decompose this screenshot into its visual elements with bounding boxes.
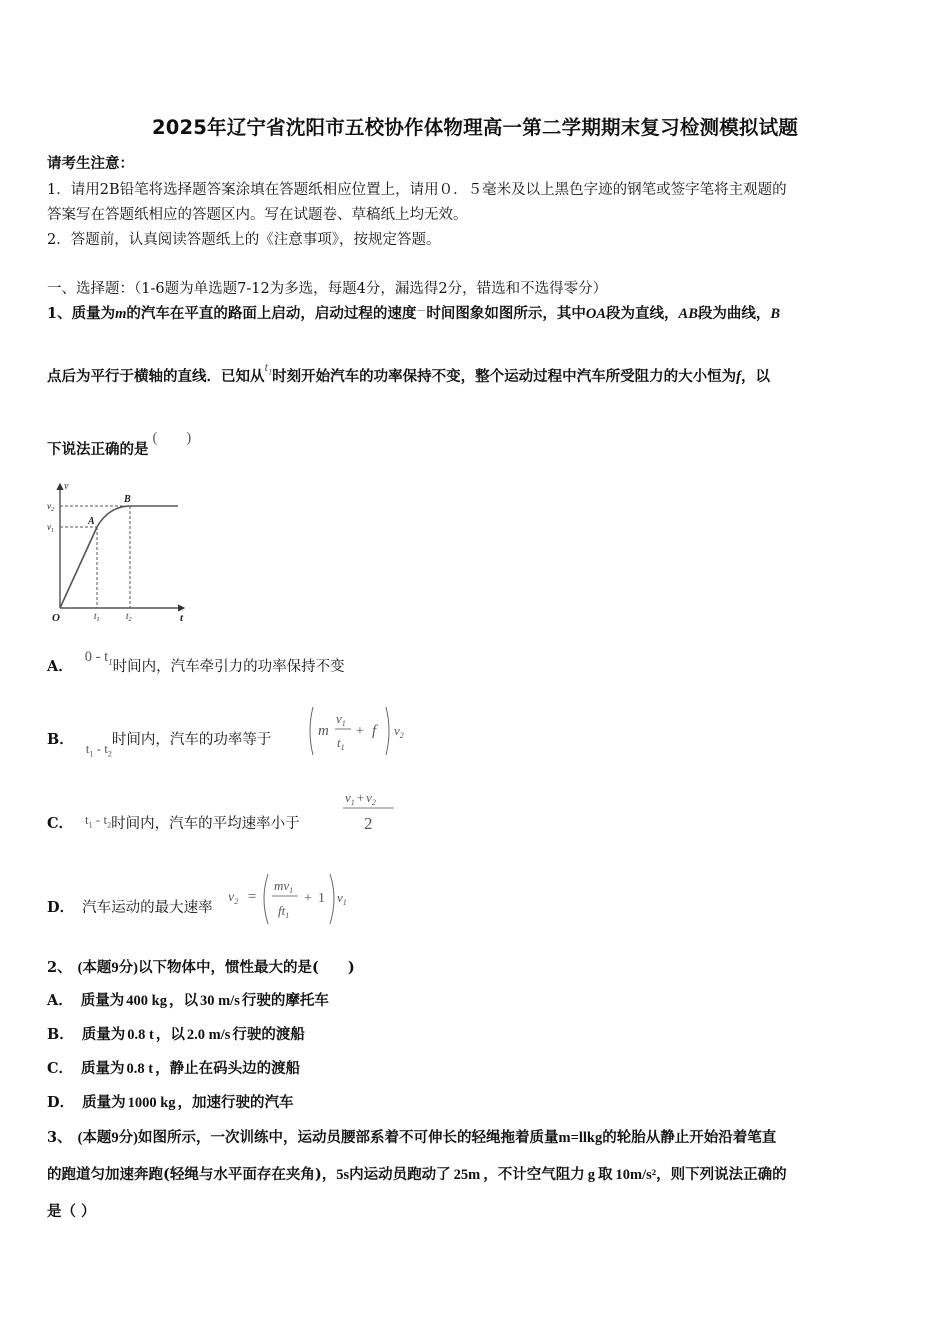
q2-option-b[interactable] [47, 1023, 305, 1044]
option-label: B． [47, 1026, 74, 1043]
q1-option-a[interactable] [47, 649, 345, 677]
option-text: 质量为 [80, 992, 125, 1009]
q3-number: 3、 [47, 1129, 72, 1146]
q1-symbol: AB [678, 306, 698, 322]
formula-plus: + [356, 724, 364, 739]
q3-value: 25m [453, 1167, 481, 1183]
q1-text: 1、质量为 [47, 305, 116, 322]
formula-plus: + [304, 891, 312, 906]
origin-label: O [52, 612, 60, 624]
notice-item-2: 2．答题前，认真阅读答题纸上的《注意事项》，按规定答题。 [47, 232, 441, 248]
option-d-formula [226, 868, 356, 928]
q1-symbol: B [770, 306, 781, 322]
formula-rhs: $v_1$ [337, 890, 347, 907]
q3-mass: m=llkg [558, 1130, 603, 1146]
q1-option-c[interactable] [47, 812, 300, 834]
q3-value: 10m/s² [615, 1167, 657, 1183]
q3-text: 的跑道匀加速奔跑(轻绳与水平面存在夹角)， [47, 1166, 337, 1183]
notice-heading: 请考生注意： [47, 155, 134, 172]
q3-line-2 [47, 1163, 787, 1184]
q3-value: g [587, 1167, 595, 1183]
option-text: ，以 [168, 992, 198, 1009]
option-text: 行驶的渡船 [232, 1026, 305, 1043]
q2-stem [47, 956, 355, 977]
point-b-label: B [124, 494, 131, 505]
q3-score: (本题9分) [77, 1130, 139, 1146]
q1-dash: － [416, 306, 427, 317]
option-text: ，以 [155, 1026, 185, 1043]
v2-label: $v_2$ [47, 501, 54, 513]
option-label: C． [47, 815, 74, 832]
q2-score: (本题9分) [77, 960, 139, 976]
t1-label: $t_1$ [94, 611, 100, 623]
option-c-range: $t_1 - t_2$ [85, 812, 112, 830]
option-text: 汽车运动的最大速率 [82, 900, 213, 916]
q2-option-d[interactable] [47, 1091, 294, 1112]
option-c-formula [340, 784, 400, 836]
option-number: 2.0 m/s [186, 1027, 231, 1043]
notice-item-1a: 1．请用2B铅笔将选择题答案涂填在答题纸相应位置上，请用０．５毫米及以上黑色字迹的钢笔或签字笔将主观题的 [47, 182, 787, 198]
q1-symbol: m [115, 306, 127, 322]
notice-item-1b: 答案写在答题纸相应的答题区内。写在试题卷、草稿纸上均无效。 [47, 207, 468, 223]
option-label: C． [47, 1060, 74, 1077]
option-number: 400 kg [126, 993, 167, 1009]
option-label: A． [47, 992, 73, 1009]
option-text: ，加速行驶的汽车 [177, 1094, 294, 1111]
q3-text: 如图所示，一次训练中，运动员腰部系着不可伸长的轻绳拖着质量 [138, 1129, 559, 1146]
q3-text: ，不计空气阻力 [483, 1166, 585, 1183]
q3-line-3: 是（ ） [47, 1203, 96, 1220]
q1-text: 时间图象如图所示，其中 [426, 305, 586, 322]
q1-text: 的汽车在平直的路面上启动，启动过程的速度 [126, 305, 417, 322]
formula-f: f [372, 723, 377, 739]
q1-text: 段为直线， [606, 305, 679, 322]
t-axis-label: t [180, 612, 184, 624]
option-label: B． [47, 731, 74, 748]
formula-v2: $v_2$ [394, 723, 404, 740]
q1-option-b[interactable] [47, 728, 272, 759]
q2-number: 2、 [47, 959, 72, 976]
option-text: 时间内，汽车的平均速率小于 [111, 816, 300, 832]
q2-option-a[interactable] [47, 989, 329, 1010]
vt-graph [44, 478, 194, 626]
q3-text: 的轮胎从静止开始沿着笔直 [602, 1129, 777, 1146]
v-axis-label: v [64, 481, 69, 492]
q1-text: 段为曲线， [697, 305, 771, 322]
q1-text: ，以 [740, 368, 770, 385]
q1-line-3 [47, 430, 192, 459]
fraction-numerator: $mv_1$ [274, 878, 294, 895]
fraction-denominator: $ft_1$ [278, 903, 290, 920]
option-number: 0.8 t [126, 1061, 154, 1077]
option-b-formula [306, 703, 416, 759]
curve-ab [97, 506, 130, 527]
q2-option-c[interactable] [47, 1057, 300, 1078]
q1-text: 下说法正确的是 [47, 441, 149, 458]
q3-line-1 [47, 1126, 776, 1147]
option-a-math: $0 - t_1$ [84, 649, 113, 667]
section-heading: 一、选择题：（1-6题为单选题7-12为多选，每题4分，漏选得2分，错选和不选得零分） [47, 281, 608, 297]
t2-label: $t_2$ [126, 611, 132, 623]
v1-label: $v_1$ [47, 522, 54, 534]
option-label: D． [47, 1094, 75, 1111]
fraction-numerator: $v_1 + v_2$ [345, 790, 376, 807]
page-title: 2025年辽宁省沈阳市五校协作体物理高一第二学期期末复习检测模拟试题 [151, 116, 799, 139]
formula-lhs: $v_2$ [228, 890, 239, 906]
option-text: 时间内，汽车牵引力的功率保持不变 [112, 659, 345, 675]
option-text: 时间内，汽车的功率等于 [111, 732, 272, 748]
option-text: ，静止在码头边的渡船 [155, 1060, 301, 1077]
q1-symbol: f [736, 369, 741, 385]
formula-one: 1 [318, 891, 325, 906]
option-text: 质量为 [82, 1094, 126, 1111]
option-number: 0.8 t [127, 1027, 154, 1043]
option-text: 行驶的摩托车 [241, 992, 329, 1009]
q1-symbol: OA [585, 306, 607, 322]
option-b-range: $t_1 - t_2$ [85, 741, 112, 759]
formula-t1: $t_1$ [337, 735, 345, 752]
option-text: 质量为 [81, 1060, 125, 1077]
t1-symbol: $t_1$ [264, 359, 273, 377]
answer-paren: ( ) [152, 430, 192, 446]
q1-line-1 [47, 302, 780, 323]
option-label: A． [47, 658, 73, 675]
q2-text: 以下物体中，惯性最大的是( ) [138, 959, 355, 976]
point-a-label: A [88, 516, 95, 527]
q1-text: 时刻开始汽车的功率保持不变，整个运动过程中汽车所受阻力的大小恒为 [272, 368, 737, 385]
option-label: D． [47, 899, 75, 916]
segment-oa [60, 527, 97, 608]
q3-value: 5s [336, 1167, 350, 1183]
fraction-denominator: 2 [364, 814, 373, 833]
q3-text: ，则下列说法正确的 [656, 1166, 787, 1183]
formula-v1: $v_1$ [336, 711, 346, 728]
q1-option-d[interactable] [47, 896, 213, 917]
q3-text: 内运动员跑动了 [349, 1166, 451, 1183]
q1-text: 点后为平行于横轴的直线．已知从 [47, 368, 265, 385]
option-number: 30 m/s [199, 993, 240, 1009]
formula-eq: = [248, 889, 257, 905]
q1-line-2 [47, 359, 770, 387]
formula-m: m [318, 723, 329, 739]
option-text: 质量为 [81, 1026, 126, 1043]
q3-text: 取 [597, 1166, 613, 1183]
option-number: 1000 kg [127, 1095, 176, 1111]
